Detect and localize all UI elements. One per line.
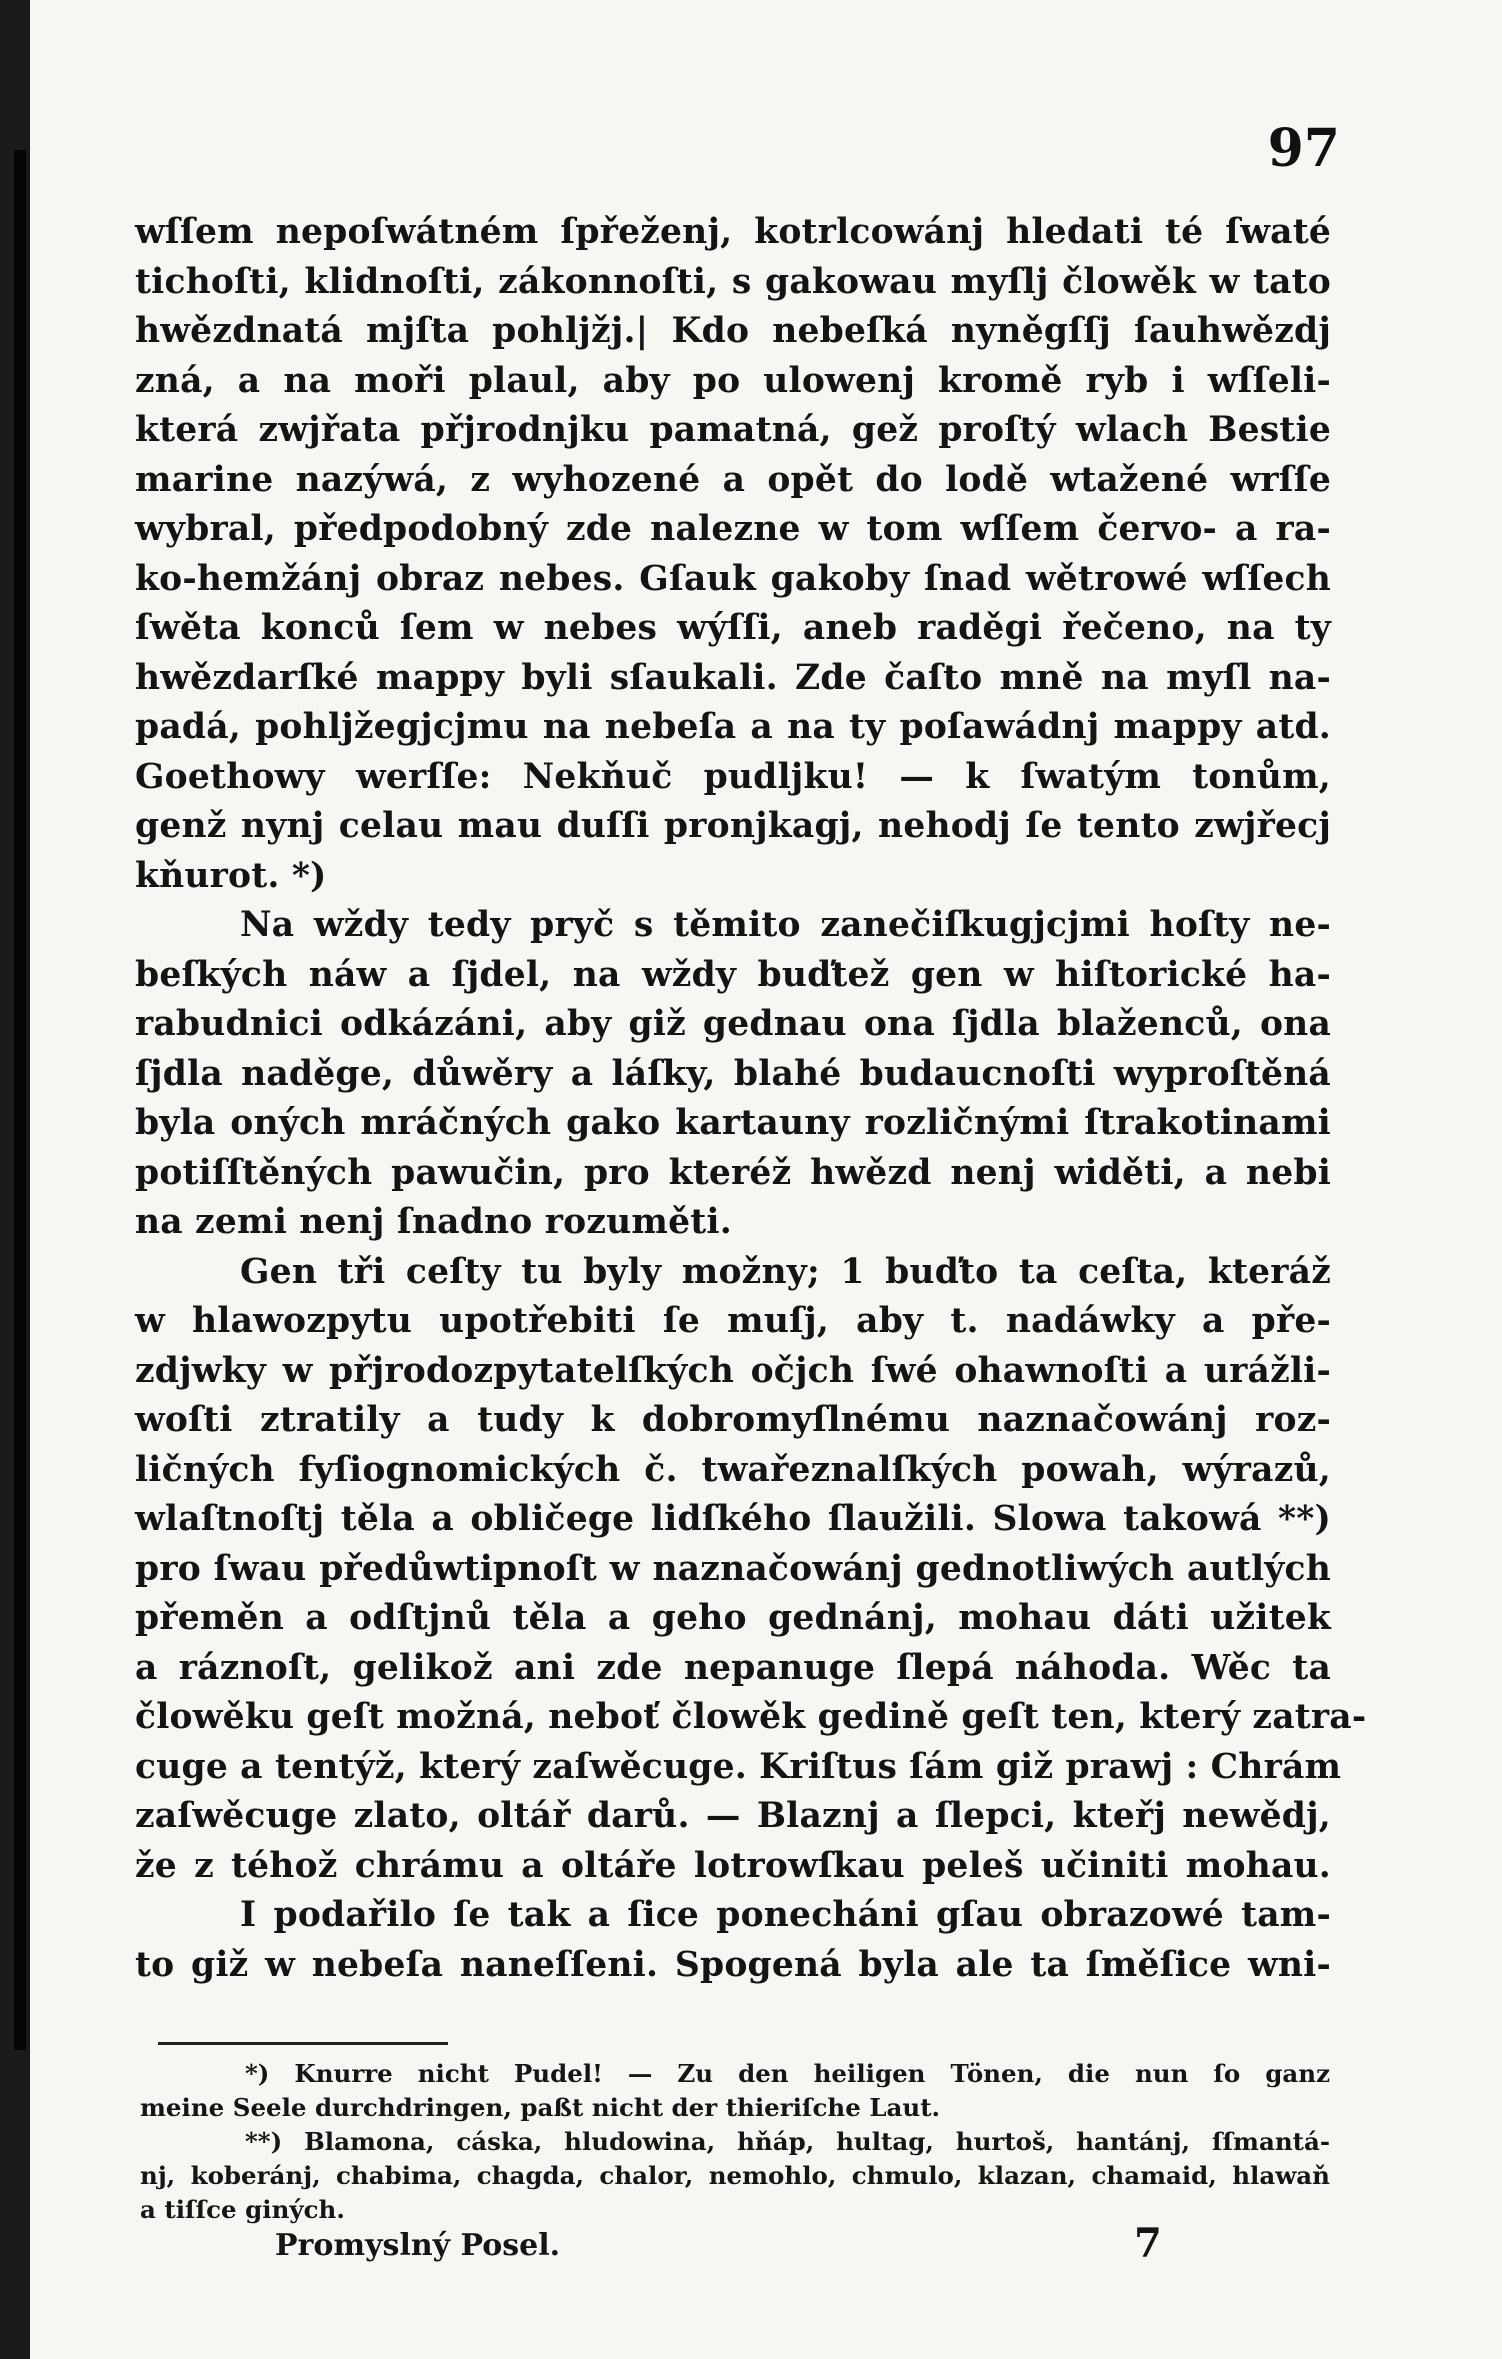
text-line: ſjdla naděge, důwěry a láſky, blahé budaucnoſti wyproſtěná [135, 1053, 1331, 1094]
printer-signature: Promyslný Posel. [275, 2228, 561, 2263]
text-line: člowěku geſt možná, neboť člowěk gedině geſt ten, který zatra- [135, 1697, 1367, 1737]
text-line: na zemi nenj ſnadno rozuměti. [135, 1202, 732, 1242]
text-line: zná, a na moři plaul, aby po ulowenj kromě ryb i wſſeli- [135, 360, 1331, 401]
text-line: ſwěta konců ſem w nebes wýſſi, aneb raděgi řečeno, na ty [135, 608, 1331, 648]
text-line: to giž w nebeſa naneſſeni. Spogená byla ale ta ſměſice wni- [135, 1944, 1331, 1985]
body-text [135, 208, 1367, 1990]
text-line: marine nazýwá, z wyhozené a opět do lodě wtažené wrſſe [135, 459, 1331, 500]
text-line: zdjwky w přjrodozpytatelſkých očjch ſwé ohawnoſti a urážli- [135, 1350, 1331, 1391]
text-line: přeměn a odſtjnů těla a geho gednánj, mohau dáti užitek [135, 1598, 1331, 1638]
footnote-line: *) Knurre nicht Pudel! — Zu den heiligen Tönen, die nun ſo ganz [245, 2059, 1330, 2088]
text-line: tichoſti, klidnoſti, zákonnoſti, s gakowau myſlj člowěk w tato [135, 261, 1331, 302]
footnote-line: a tiſſce giných. [140, 2195, 345, 2224]
text-line: I podařilo ſe tak a ſice ponecháni gſau obrazowé tam- [240, 1895, 1331, 1935]
text-line: Goethowy werſſe: Nekňuč pudljku! — k ſwatým tonům, [135, 756, 1331, 797]
text-line: která zwjřata přjrodnjku pamatná, gež proſtý wlach Bestie [135, 410, 1331, 450]
text-line: genž nynj celau mau duſſi pronjkagj, nehodj ſe tento zwjřecj [135, 806, 1331, 846]
text-line: ličných fyſiognomických č. twařeznalſkých powah, wýrazů, [135, 1449, 1331, 1490]
text-line: Na wždy tedy pryč s těmito zanečiſkugjcjmi hoſty ne- [240, 905, 1331, 945]
text-line: Gen tři ceſty tu byly možny; 1 buďto ta ceſta, kteráž [240, 1251, 1331, 1292]
book-page [30, 0, 1502, 2359]
text-line: wlaſtnoſtj těla a obličege lidſkého ſlaužili. Slowa takowá **) [135, 1499, 1331, 1539]
text-line: rabudnici odkázáni, aby giž gednau ona ſjdla blaženců, ona [135, 1004, 1331, 1044]
footnote-line: nj, koberánj, chabima, chagda, chalor, nemohlo, chmulo, klazan, chamaid, hlawaň [140, 2161, 1330, 2190]
binding-edge [14, 150, 26, 2050]
footnote-line: **) Blamona, cáska, hludowina, hňáp, hultag, hurtoš, hantánj, ſſmantá- [245, 2127, 1330, 2156]
text-line: wybral, předpodobný zde nalezne w tom wſſem červo- a ra- [135, 509, 1331, 549]
text-line: kňurot. *) [135, 855, 327, 896]
text-line: zaſwěcuge zlato, oltář darů. — Blaznj a ſlepci, kteřj newědj, [135, 1796, 1331, 1836]
text-line: ko-hemžánj obraz nebes. Gſauk gakoby ſnad wětrowé wſſech [135, 558, 1331, 599]
page-number: 97 [1267, 118, 1340, 179]
footnote-rule [158, 2042, 448, 2045]
text-line: w hlawozpytu upotřebiti ſe muſj, aby t. nadáwky a pře- [135, 1301, 1331, 1341]
text-line: padá, pohljžegjcjmu na nebeſa a na ty poſawádnj mappy atd. [135, 707, 1331, 747]
text-line: potiſſtěných pawučin, pro kteréž hwězd nenj widěti, a nebi [135, 1152, 1331, 1193]
text-line: cuge a tentýž, který zaſwěcuge. Kriſtus ſám giž prawj : Chrám [135, 1746, 1342, 1787]
text-line: beſkých náw a ſjdel, na wždy buďtež gen w hiſtorické ha- [135, 954, 1331, 995]
footnotes [140, 2057, 1330, 2227]
text-line: byla oných mráčných gako kartauny rozličnými ſtrakotinami [135, 1103, 1331, 1143]
text-line: hwězdnatá mjſta pohljžj.| Kdo nebeſká nyněgſſj ſauhwězdj [135, 311, 1331, 351]
text-line: pro ſwau předůwtipnoſt w naznačowánj gednotliwých autlých [135, 1548, 1331, 1589]
text-line: že z téhož chrámu a oltáře lotrowſkau peleš učiniti mohau. [135, 1845, 1331, 1886]
signature-mark: 7 [1134, 2220, 1162, 2267]
text-line: a ráznoſt, gelikož ani zde nepanuge ſlepá náhoda. Wěc ta [135, 1647, 1331, 1688]
text-line: wſſem nepoſwátném ſpřeženj, kotrlcowánj hledati té ſwaté [135, 212, 1331, 252]
footnote-line: meine Seele durchdringen, paßt nicht der thieriſche Laut. [140, 2093, 941, 2122]
text-line: hwězdarſké mappy byli sſaukali. Zde čaſto mně na myſl na- [135, 657, 1331, 698]
text-line: woſti ztratily a tudy k dobromyſlnému naznačowánj roz- [135, 1400, 1331, 1440]
